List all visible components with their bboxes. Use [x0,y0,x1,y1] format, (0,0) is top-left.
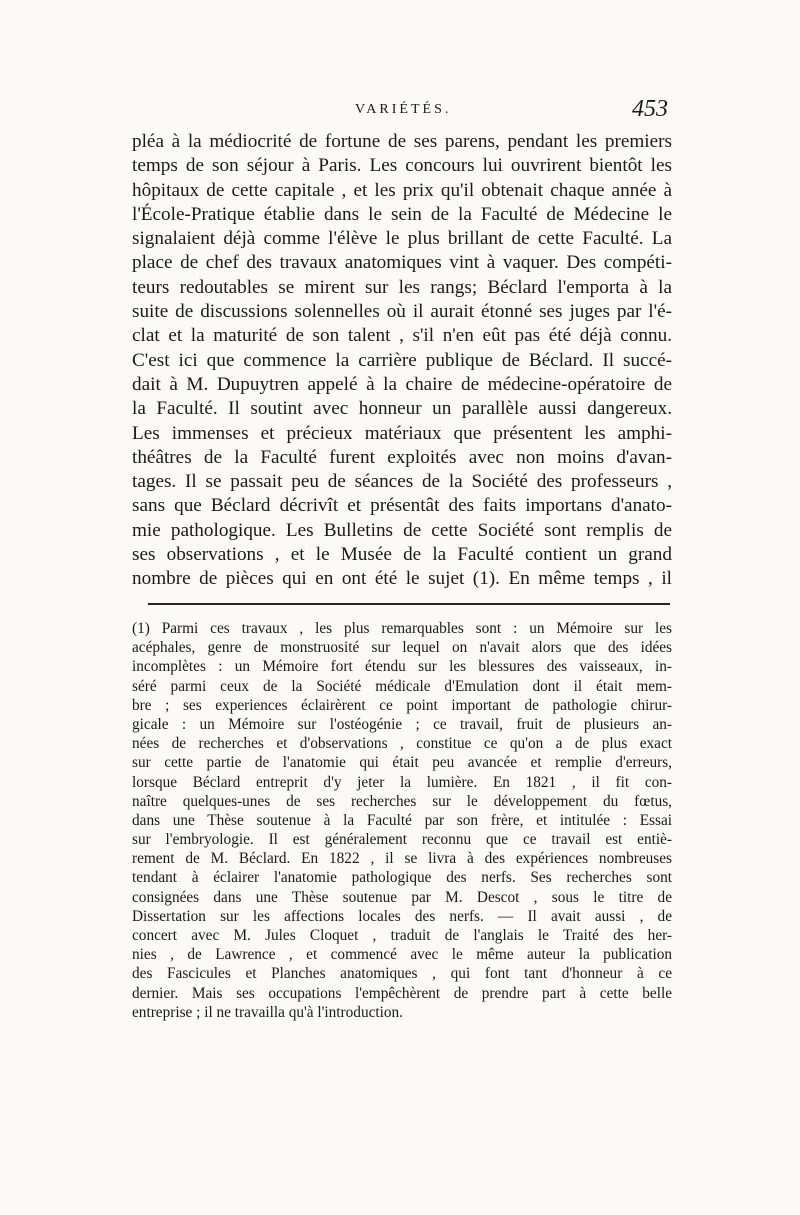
body-line: place de chef des travaux anatomiques vint à vaquer. Des compéti- [132,252,672,274]
footnote-line: concert avec M. Jules Cloquet , traduit de l'anglais le Traité des her- [132,927,672,944]
footnote-line: (1) Parmi ces travaux , les plus remarquables sont : un Mémoire sur les [132,620,672,637]
body-line: mie pathologique. Les Bulletins de cette Société sont remplis de [132,519,672,541]
footnote-line: incomplètes : un Mémoire fort étendu sur les blessures des vaisseaux, in- [132,658,672,676]
body-line: nombre de pièces qui en ont été le sujet (1). En même temps , il [132,568,672,590]
body-line: signalaient déjà comme l'élève le plus brillant de cette Faculté. La [132,228,672,250]
footnote-line: séré parmi ceux de la Société médicale d'Emulation dont il était mem- [132,677,672,695]
body-text [132,130,672,592]
footnote-line: dans une Thèse soutenue à la Faculté par son frère, et intitulée : Essai [132,811,672,829]
body-line: temps de son séjour à Paris. Les concours lui ouvrirent bientôt les [132,155,672,177]
body-line: sans que Béclard décrivît et présentât des faits importans d'anato- [132,495,672,517]
footnote [132,619,672,1022]
footnote-line: nies , de Lawrence , et commencé avec le même auteur la publication [132,946,672,964]
body-line: ses observations , et le Musée de la Faculté contient un grand [132,544,672,566]
body-line: teurs redoutables se mirent sur les rangs; Béclard l'emporta à la [132,276,672,298]
footnote-line: Dissertation sur les affections locales des nerfs. — Il avait aussi , de [132,907,672,925]
page-number: 453 [632,96,668,122]
body-line: suite de discussions solennelles où il aurait étonné ses juges par l'é- [132,301,672,323]
body-line: Les immenses et précieux matériaux que présentent les amphi- [132,422,672,444]
body-line: théâtres de la Faculté furent exploités avec non moins d'avan- [132,446,672,468]
footnote-line: consignées dans une Thèse soutenue par M. Descot , sous le titre de [132,888,672,906]
footnote-line: acéphales, genre de monstruosité sur lequel on n'avait alors que des idées [132,639,672,657]
footnote-separator-rule [148,603,670,605]
body-line: pléa à la médiocrité de fortune de ses parens, pendant les premiers [132,131,672,152]
footnote-line: entreprise ; il ne travailla qu'à l'introduction. [132,1003,403,1021]
footnote-line: sur l'embryologie. Il est généralement reconnu que ce travail est entiè- [132,831,672,849]
body-line: clat et la maturité de son talent , s'il n'en eût pas été déjà connu. [132,325,672,347]
running-head [0,96,800,126]
footnote-line: rement de M. Béclard. En 1822 , il se livra à des expériences nombreuses [132,850,672,868]
body-line: hôpitaux de cette capitale , et les prix qu'il obtenait chaque année à [132,179,672,201]
footnote-line: tendant à éclairer l'anatomie pathologique des nerfs. Ses recherches sont [132,869,672,887]
footnote-line: bre ; ses experiences éclairèrent ce point important de pathologie chirur- [132,696,672,714]
footnote-line: des Fascicules et Planches anatomiques , qui font tant d'honneur à ce [132,965,672,983]
body-line: dait à M. Dupuytren appelé à la chaire de médecine-opératoire de [132,373,672,395]
footnote-line: nées de recherches et d'observations , constitue ce qu'on a de plus exact [132,735,672,753]
footnote-line: gicale : un Mémoire sur l'ostéogénie ; ce travail, fruit de plusieurs an- [132,715,672,733]
body-line: C'est ici que commence la carrière publique de Béclard. Il succé- [132,349,672,371]
footnote-line: sur cette partie de l'anatomie qui était peu avancée et remplie d'erreurs, [132,754,672,772]
body-line: la Faculté. Il soutint avec honneur un parallèle aussi dangereux. [132,398,672,420]
running-head-title: VARIÉTÉS. [355,102,452,117]
body-line: l'École-Pratique établie dans le sein de la Faculté de Médecine le [132,203,672,225]
footnote-line: lorsque Béclard entreprit d'y jeter la lumière. En 1821 , il fit con- [132,773,672,791]
body-line: tages. Il se passait peu de séances de la Société des professeurs , [132,471,672,493]
footnote-line: dernier. Mais ses occupations l'empêchèrent de prendre part à cette belle [132,984,672,1002]
footnote-line: naître quelques-unes de ses recherches sur le développement du fœtus, [132,792,672,810]
